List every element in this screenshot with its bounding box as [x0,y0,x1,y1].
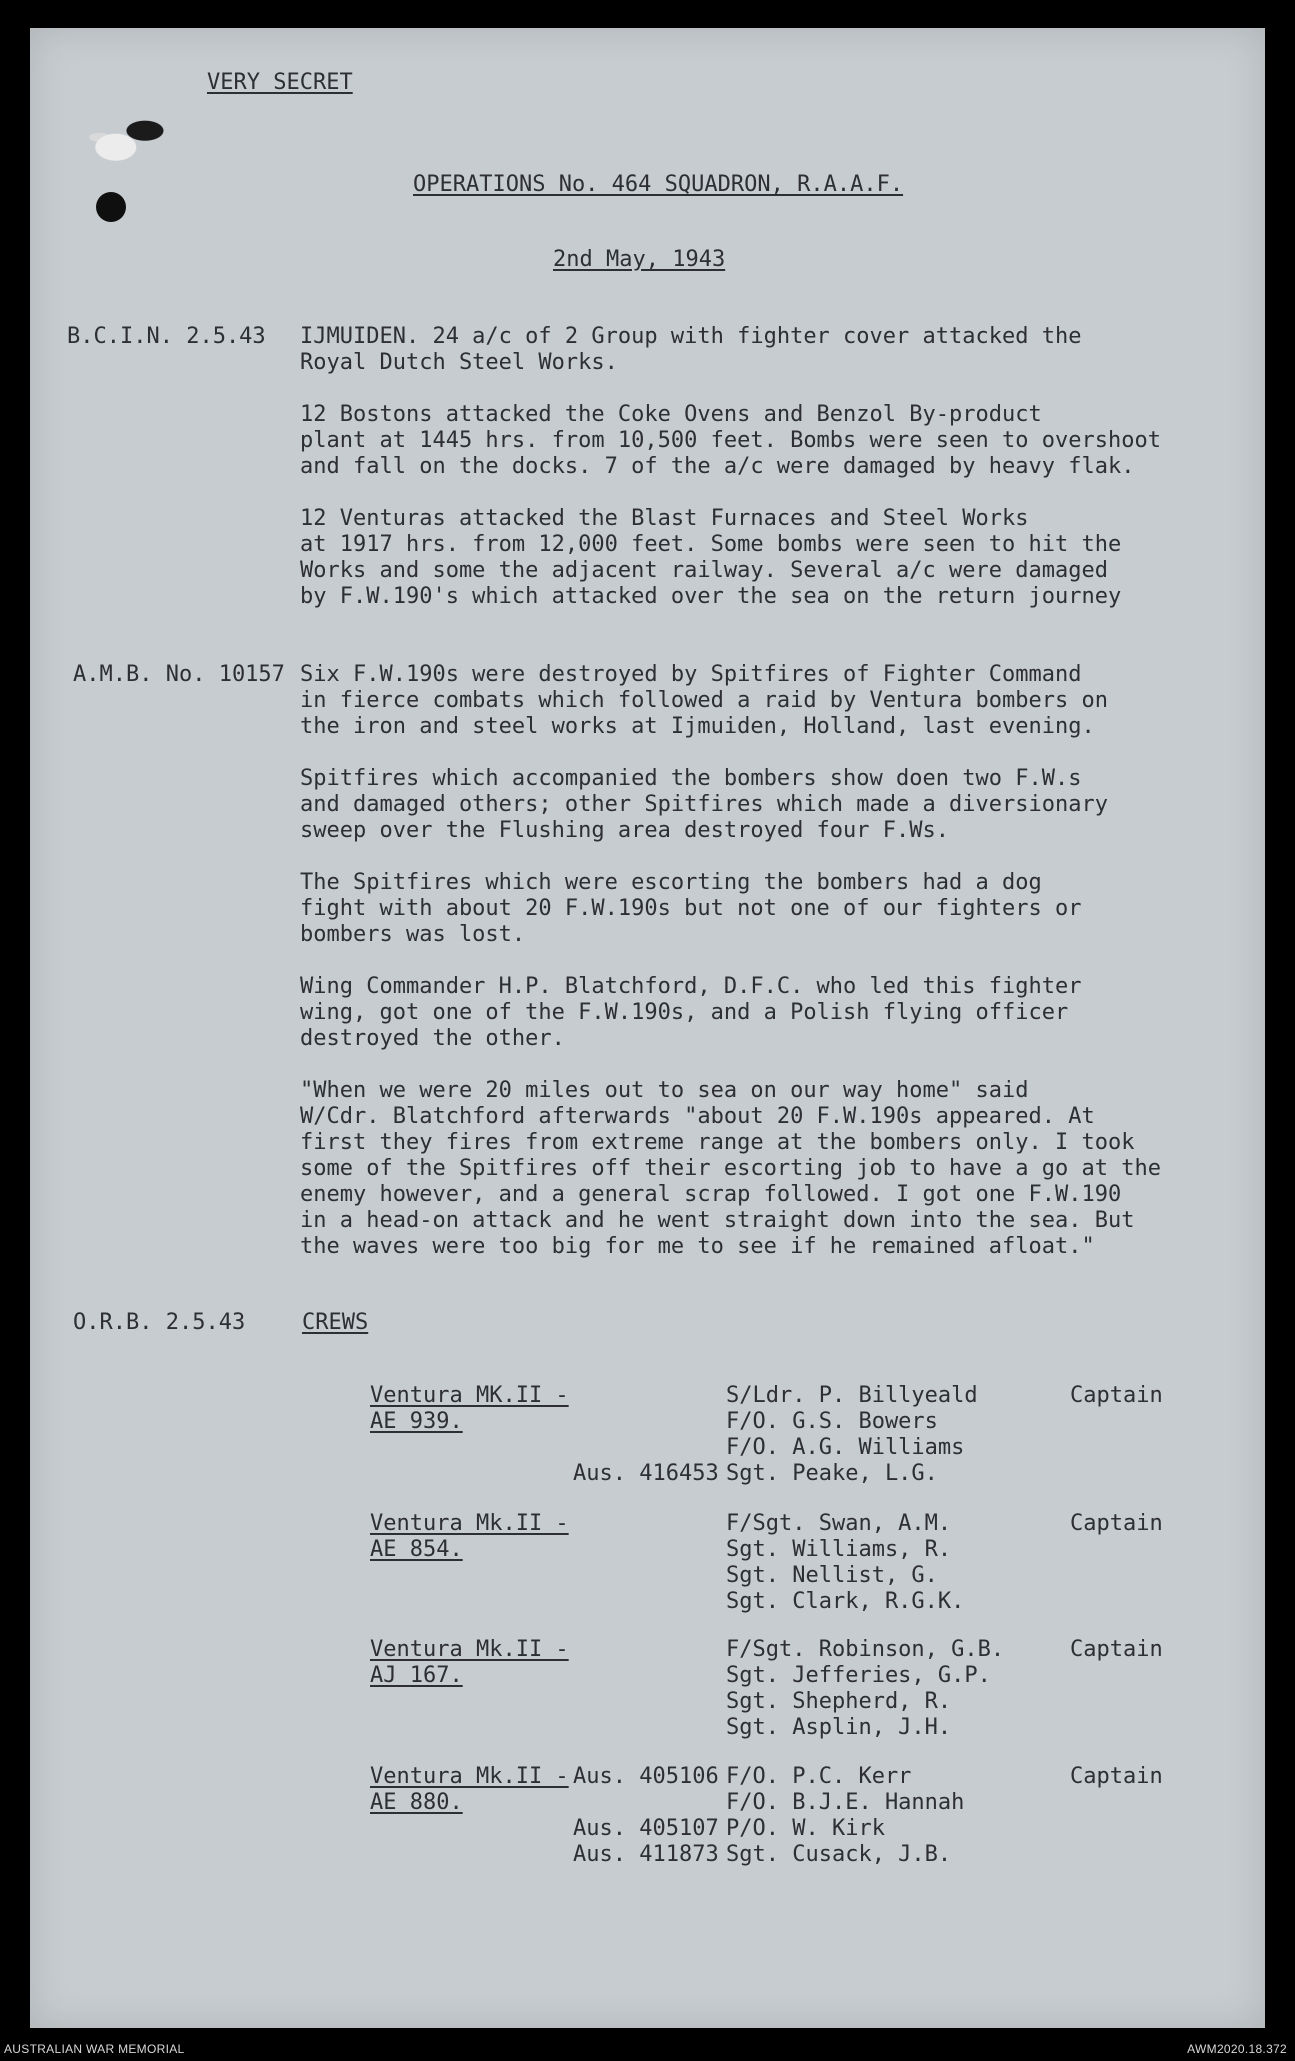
text-line: Six F.W.190s were destroyed by Spitfires of Fighter Command [300,662,1082,687]
crew-name: Sgt. Jefferies, G.P. [726,1663,991,1688]
text-line: Spitfires which accompanied the bombers show doen two F.W.s [300,766,1082,791]
text-line: W/Cdr. Blatchford afterwards "about 20 F.W.190s appeared. At [300,1104,1095,1129]
section-ref: B.C.I.N. 2.5.43 [67,324,266,349]
crew-name: F/O. A.G. Williams [726,1435,965,1460]
aircraft-serial: AE 939. [370,1409,463,1434]
text-line: Wing Commander H.P. Blatchford, D.F.C. who led this fighter [300,974,1082,999]
text-line: IJMUIDEN. 24 a/c of 2 Group with fighter cover attacked the [300,324,1082,349]
page-date: 2nd May, 1943 [553,247,726,272]
crew-name: Sgt. Williams, R. [726,1537,952,1562]
text-line: first they fires from extreme range at the bombers only. I took [300,1130,1135,1155]
footer-source: AUSTRALIAN WAR MEMORIAL [4,2042,185,2056]
aircraft-type: Ventura Mk.II - [370,1764,569,1789]
text-line: bombers was lost. [300,922,526,947]
text-line: 12 Venturas attacked the Blast Furnaces and Steel Works [300,506,1029,531]
text-line: at 1917 hrs. from 12,000 feet. Some bombs were seen to hit the [300,532,1122,557]
crew-service-number: Aus. 405106 [573,1764,719,1789]
text-line: plant at 1445 hrs. from 10,500 feet. Bombs were seen to overshoot [300,428,1161,453]
crew-role: Captain [1070,1511,1163,1536]
section-ref: A.M.B. No. 10157 [73,662,285,687]
aircraft-serial: AJ 167. [370,1663,463,1688]
text-line: the waves were too big for me to see if he remained afloat." [300,1234,1095,1259]
text-line: by F.W.190's which attacked over the sea on the return journey [300,584,1122,609]
torn-corner [78,101,186,167]
text-line: wing, got one of the F.W.190s, and a Polish flying officer [300,1000,1069,1025]
text-line: "When we were 20 miles out to sea on our way home" said [300,1078,1029,1103]
crew-name: F/O. B.J.E. Hannah [726,1790,965,1815]
crew-name: Sgt. Shepherd, R. [726,1689,952,1714]
crew-role: Captain [1070,1637,1163,1662]
page-title: OPERATIONS No. 464 SQUADRON, R.A.A.F. [413,172,904,197]
text-line: Royal Dutch Steel Works. [300,350,618,375]
text-line: 12 Bostons attacked the Coke Ovens and Benzol By-product [300,402,1042,427]
crew-name: F/Sgt. Robinson, G.B. [726,1637,1005,1662]
aircraft-serial: AE 854. [370,1537,463,1562]
crew-role: Captain [1070,1383,1163,1408]
section-ref: O.R.B. 2.5.43 [73,1310,246,1335]
text-line: destroyed the other. [300,1026,565,1051]
crew-name: Sgt. Cusack, J.B. [726,1842,952,1867]
aircraft-type: Ventura MK.II - [370,1383,569,1408]
crew-role: Captain [1070,1764,1163,1789]
text-line: fight with about 20 F.W.190s but not one of our fighters or [300,896,1082,921]
text-line: and fall on the docks. 7 of the a/c were damaged by heavy flak. [300,454,1135,479]
crew-name: Sgt. Nellist, G. [726,1563,938,1588]
crew-name: Sgt. Clark, R.G.K. [726,1589,965,1614]
text-line: and damaged others; other Spitfires which made a diversionary [300,792,1108,817]
text-line: The Spitfires which were escorting the bombers had a dog [300,870,1042,895]
aircraft-serial: AE 880. [370,1790,463,1815]
crew-name: P/O. W. Kirk [726,1816,885,1841]
footer-accession-number: AWM2020.18.372 [1187,2042,1287,2056]
crew-name: S/Ldr. P. Billyeald [726,1383,978,1408]
text-line: enemy however, and a general scrap followed. I got one F.W.190 [300,1182,1122,1207]
crew-service-number: Aus. 405107 [573,1816,719,1841]
text-line: the iron and steel works at Ijmuiden, Holland, last evening. [300,714,1095,739]
crew-name: F/Sgt. Swan, A.M. [726,1511,952,1536]
aircraft-type: Ventura Mk.II - [370,1511,569,1536]
crew-service-number: Aus. 411873 [573,1842,719,1867]
classification-mark: VERY SECRET [207,70,353,95]
crew-name: Sgt. Asplin, J.H. [726,1715,952,1740]
crews-heading: CREWS [302,1310,369,1335]
crew-name: F/O. P.C. Kerr [726,1764,912,1789]
aircraft-type: Ventura Mk.II - [370,1637,569,1662]
crew-name: Sgt. Peake, L.G. [726,1461,938,1486]
punch-hole [96,192,126,222]
text-line: Works and some the adjacent railway. Several a/c were damaged [300,558,1108,583]
text-line: in a head-on attack and he went straight down into the sea. But [300,1208,1135,1233]
text-line: sweep over the Flushing area destroyed four F.Ws. [300,818,950,843]
crew-name: F/O. G.S. Bowers [726,1409,938,1434]
text-line: some of the Spitfires off their escorting job to have a go at the [300,1156,1161,1181]
text-line: in fierce combats which followed a raid by Ventura bombers on [300,688,1108,713]
crew-service-number: Aus. 416453 [573,1461,719,1486]
document-page [30,28,1265,2028]
